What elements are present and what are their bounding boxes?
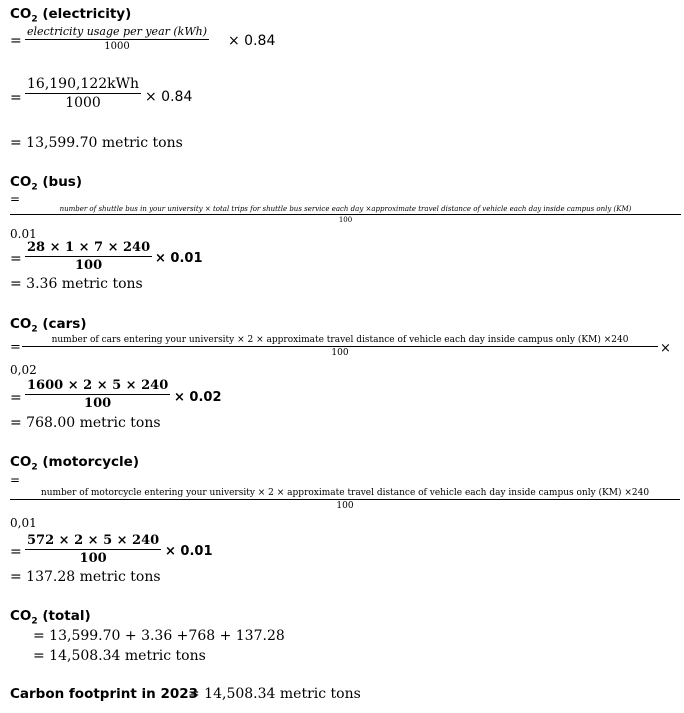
electricity-calc-numerator: 16,190,122kWh [27,76,140,92]
bus-formula-equals: = [10,192,21,206]
motorcycle-calc-denominator: 100 [79,551,107,566]
electricity-heading: $CO_2$ (electricity) [10,6,132,25]
cars-calc-multiplier: × 0.02 [174,390,222,405]
motorcycle-calc-equals: = [10,544,22,560]
bus-formula-fraction [10,205,681,224]
motorcycle-formula-fraction [10,488,680,511]
electricity-formula-denominator: 1000 [104,41,130,52]
cars-formula-equals: = [10,340,21,355]
electricity-result: = 13,599.70 metric tons [10,135,183,151]
bus-factor: 0.01 [10,227,37,241]
bus-calc-equals: = [10,251,22,267]
cars-formula-numerator: number of cars entering your university × 2 × approximate travel distance of vehicle each day inside campus only (KM) ×240 [22,335,658,347]
bus-calc-multiplier: × 0.01 [155,251,203,266]
motorcycle-formula-numerator: number of motorcycle entering your university × 2 × approximate travel distance of vehicle each day inside campus only (KM) ×240 [10,488,680,500]
cars-formula-fraction [22,335,658,358]
electricity-formula-equals: = [10,33,22,49]
bus-formula-numerator: number of shuttle bus in your university × total trips for shuttle bus service each day ×approximate travel distance of vehicle each day inside campus only (KM) [10,205,681,215]
electricity-formula-numerator: electricity usage per year (kWh) [27,25,208,38]
cars-calc-fraction [25,378,170,411]
cars-factor: 0,02 [10,363,37,377]
bus-result: = 3.36 metric tons [10,276,143,292]
motorcycle-formula-denominator: 100 [336,501,354,511]
cars-calc-equals: = [10,390,22,406]
motorcycle-formula-equals: = [10,473,21,487]
total-sum-line: = 13,599.70 + 3.36 +768 + 137.28 [33,628,285,644]
bus-formula-denominator: 100 [338,216,353,224]
bus-calc-numerator: 28 × 1 × 7 × 240 [27,240,151,255]
footprint-label: Carbon footprint in 2023 [10,686,199,702]
motorcycle-heading: $CO_2$ (motorcycle) [10,454,140,473]
motorcycle-calc-numerator: 572 × 2 × 5 × 240 [27,533,160,548]
footprint-value: = 14,508.34 metric tons [188,686,361,702]
cars-formula-multiplier: × [660,341,671,356]
electricity-formula-multiplier: × 0.84 [228,33,276,49]
cars-formula-denominator: 100 [331,348,349,358]
electricity-formula-fraction [25,25,209,52]
electricity-calc-equals: = [10,90,22,106]
electricity-calc-multiplier: × 0.84 [145,89,193,105]
cars-result: = 768.00 metric tons [10,415,161,431]
bus-heading: $CO_2$ (bus) [10,174,83,193]
motorcycle-calc-fraction [25,533,161,566]
cars-heading: $CO_2$ (cars) [10,316,87,335]
total-result-line: = 14,508.34 metric tons [33,648,206,664]
motorcycle-calc-multiplier: × 0.01 [165,544,213,559]
electricity-calc-fraction [25,76,141,111]
motorcycle-result: = 137.28 metric tons [10,569,161,585]
cars-calc-denominator: 100 [84,396,112,411]
cars-calc-numerator: 1600 × 2 × 5 × 240 [27,378,169,393]
total-heading: $CO_2$ (total) [10,608,91,627]
bus-calc-fraction [25,240,152,273]
motorcycle-factor: 0,01 [10,516,37,530]
electricity-calc-denominator: 1000 [65,95,101,111]
bus-calc-denominator: 100 [75,258,103,273]
